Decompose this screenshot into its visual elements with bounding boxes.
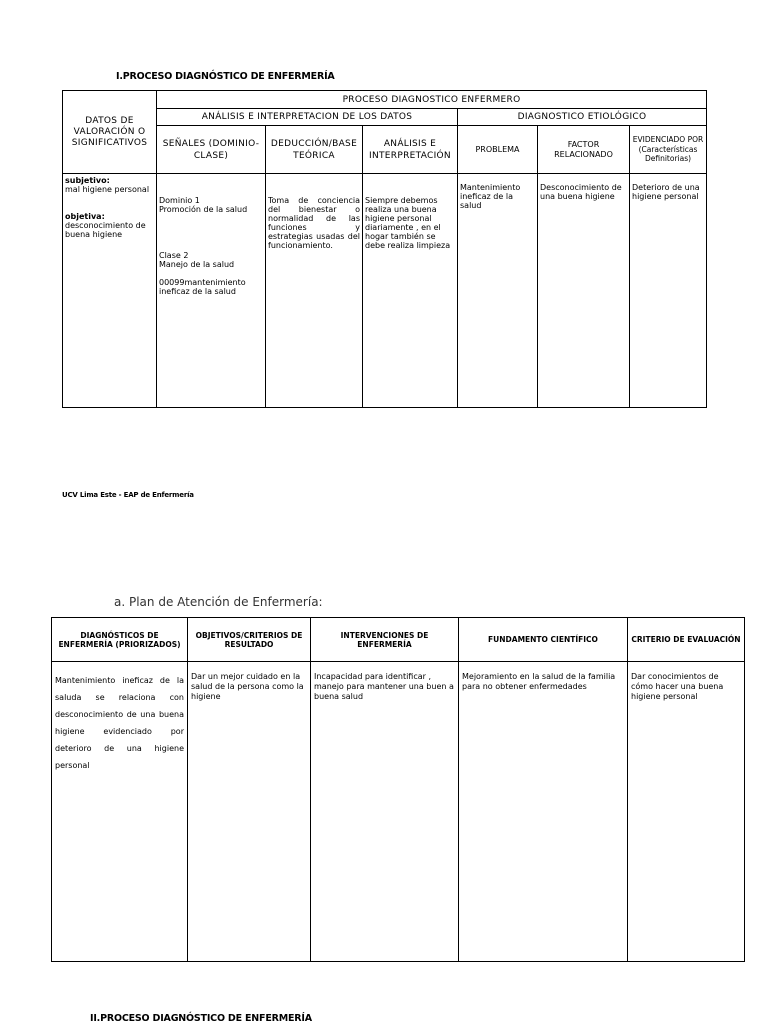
factor-relacionado-header: FACTOR RELACIONADO	[538, 126, 630, 174]
objetivos-header: OBJETIVOS/CRITERIOS DE RESULTADO	[188, 618, 311, 662]
evidenciado-cell	[630, 174, 707, 408]
section-1-title: I.PROCESO DIAGNÓSTICO DE ENFERMERÍA	[116, 71, 335, 82]
diagnosticos-header: DIAGNÓSTICOS DE ENFERMERÍA (PRIORIZADOS)	[52, 618, 188, 662]
intervenciones-header: INTERVENCIONES DE ENFERMERÍA	[311, 618, 459, 662]
datos-cell	[63, 174, 157, 408]
analisis-interpretacion-header: ANÁLISIS E INTERPRETACION DE LOS DATOS	[157, 109, 458, 126]
diagnostic-process-table	[62, 90, 707, 408]
problema-cell	[458, 174, 538, 408]
deduccion-header: DEDUCCIÓN/BASE TEÓRICA	[266, 126, 363, 174]
analisis-text: Siempre debemos realiza una buena higiene personal diariamente , en el hogar también se debe realiza limpieza	[365, 196, 451, 250]
codigo-nanda: 00099mantenimiento ineficaz de la salud	[159, 278, 246, 296]
footer-text: UCV Lima Este - EAP de Enfermería	[62, 491, 194, 499]
problema-text: Mantenimiento ineficaz de la salud	[460, 183, 521, 210]
clase-desc: Manejo de la salud	[159, 260, 235, 269]
senales-header: SEÑALES (DOMINIO-CLASE)	[157, 126, 266, 174]
problema-header: PROBLEMA	[458, 126, 538, 174]
subjetivo-label: subjetivo:	[65, 176, 110, 185]
objetiva-label: objetiva:	[65, 212, 105, 221]
senales-cell	[157, 174, 266, 408]
proceso-diagnostico-header: PROCESO DIAGNOSTICO ENFERMERO	[157, 91, 707, 109]
factor-text: Desconocimiento de una buena higiene	[540, 183, 622, 201]
section-2-title: II.PROCESO DIAGNÓSTICO DE ENFERMERÍA	[90, 1013, 312, 1024]
intervencion-cell: Incapacidad para identificar , manejo para mantener una buen a buena salud	[311, 662, 459, 962]
objetiva-text: desconocimiento de buena higiene	[65, 221, 146, 239]
deduccion-text: Toma de conciencia del bienestar o normalidad de las funciones y estrategias usadas del funcionamiento.	[268, 196, 360, 250]
criterio-cell: Dar conocimientos de cómo hacer una buena higiene personal	[628, 662, 745, 962]
deduccion-cell	[266, 174, 363, 408]
fundamento-cell: Mejoramiento en la salud de la familia para no obtener enfermedades	[459, 662, 628, 962]
objetivo-cell: Dar un mejor cuidado en la salud de la persona como la higiene	[188, 662, 311, 962]
evidenciado-text: Deterioro de una higiene personal	[632, 183, 700, 201]
datos-valoracion-header: DATOS DE VALORACIÓN O SIGNIFICATIVOS	[63, 91, 157, 174]
diagnostico-etiologico-header: DIAGNOSTICO ETIOLÓGICO	[458, 109, 707, 126]
plan-title: a. Plan de Atención de Enfermería:	[114, 595, 323, 609]
analisis-cell	[363, 174, 458, 408]
analisis-header: ANÁLISIS E INTERPRETACIÓN	[363, 126, 458, 174]
criterio-header: CRITERIO DE EVALUACIÓN	[628, 618, 745, 662]
factor-cell	[538, 174, 630, 408]
evidenciado-header: EVIDENCIADO POR (Características Definitorias)	[630, 126, 707, 174]
dominio-label: Dominio 1	[159, 196, 200, 205]
diagnostico-cell: Mantenimiento ineficaz de la saluda se relaciona con desconocimiento de una buena higiene evidenciado por deterioro de una higiene personal	[52, 662, 188, 962]
clase-label: Clase 2	[159, 251, 189, 260]
care-plan-table	[51, 617, 745, 962]
subjetivo-text: mal higiene personal	[65, 185, 150, 194]
fundamento-header: FUNDAMENTO CIENTÍFICO	[459, 618, 628, 662]
dominio-desc: Promoción de la salud	[159, 205, 248, 214]
